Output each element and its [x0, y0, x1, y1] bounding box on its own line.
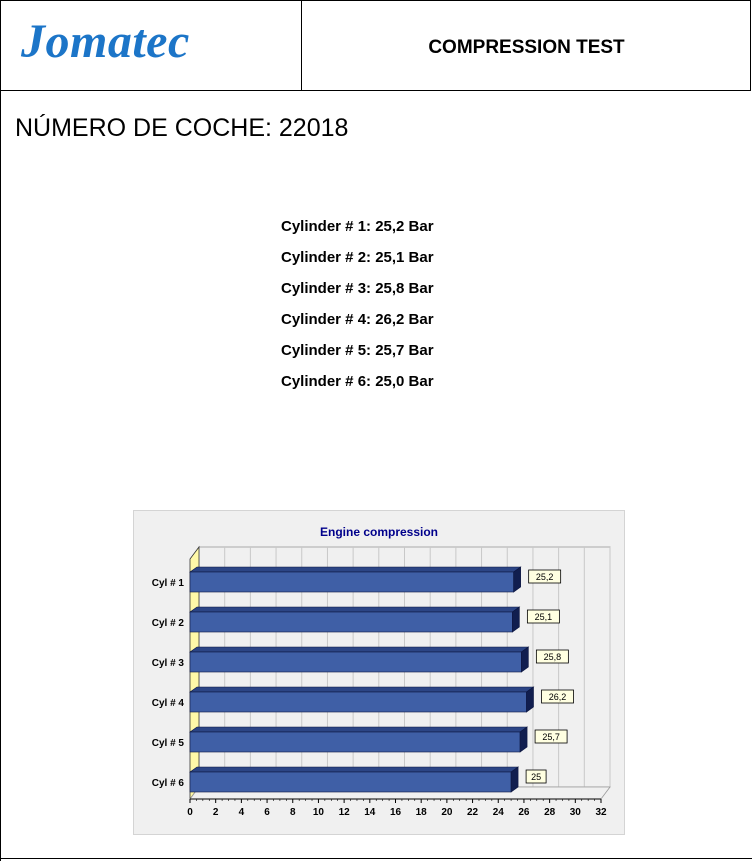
x-tick-label-20: 20	[441, 807, 453, 818]
bar-6	[190, 767, 518, 792]
bar-top-face	[190, 687, 534, 692]
bar-3	[190, 647, 528, 672]
bar-top-face	[190, 607, 519, 612]
report-header	[0, 0, 751, 91]
bar-front-face	[190, 732, 520, 752]
x-tick-label-30: 30	[569, 807, 581, 818]
x-tick-label-4: 4	[238, 807, 245, 818]
x-tick-label-14: 14	[364, 807, 376, 818]
chart-svg	[134, 511, 624, 834]
x-tick-label-32: 32	[595, 807, 607, 818]
x-tick-label-0: 0	[187, 807, 193, 818]
bar-1	[190, 567, 521, 592]
bar-front-face	[190, 692, 527, 712]
x-tick-label-8: 8	[289, 807, 296, 818]
cylinder-result-4: Cylinder # 4: 26,2 Bar	[281, 311, 434, 328]
x-tick-label-2: 2	[212, 807, 219, 818]
category-label-1: Cyl # 1	[151, 578, 184, 589]
category-label-5: Cyl # 5	[151, 738, 184, 749]
logo-cell	[1, 1, 302, 90]
cylinder-result-2: Cylinder # 2: 25,1 Bar	[281, 249, 434, 266]
cylinder-result-1: Cylinder # 1: 25,2 Bar	[281, 218, 434, 235]
bar-front-face	[190, 652, 521, 672]
bar-front-face	[190, 612, 512, 632]
x-tick-label-28: 28	[544, 807, 556, 818]
data-label-4: 26,2	[548, 692, 567, 702]
category-label-2: Cyl # 2	[151, 618, 184, 629]
x-tick-label-12: 12	[338, 807, 350, 818]
data-label-3: 25,8	[543, 652, 562, 662]
cylinder-result-3: Cylinder # 3: 25,8 Bar	[281, 280, 434, 297]
company-logo: Jomatec	[21, 15, 190, 68]
bar-top-face	[190, 727, 527, 732]
category-label-6: Cyl # 6	[151, 778, 184, 789]
category-label-3: Cyl # 3	[151, 658, 184, 669]
bar-top-face	[190, 767, 518, 772]
title-cell	[302, 1, 751, 90]
bar-5	[190, 727, 527, 752]
bar-4	[190, 687, 534, 712]
x-tick-label-10: 10	[312, 807, 324, 818]
category-label-4: Cyl # 4	[151, 698, 184, 709]
data-label-1: 25,2	[535, 572, 554, 582]
x-tick-label-26: 26	[518, 807, 530, 818]
x-tick-label-16: 16	[389, 807, 402, 818]
x-tick-label-22: 22	[467, 807, 479, 818]
car-number: NÚMERO DE COCHE: 22018	[15, 114, 349, 142]
page-bottom-border	[0, 858, 752, 859]
x-tick-label-24: 24	[492, 807, 504, 818]
data-label-6: 25	[531, 772, 542, 782]
engine-compression-chart	[133, 510, 625, 835]
x-tick-label-18: 18	[415, 807, 427, 818]
cylinder-result-6: Cylinder # 6: 25,0 Bar	[281, 373, 434, 390]
bar-2	[190, 607, 519, 632]
bar-front-face	[190, 572, 514, 592]
report-title: COMPRESSION TEST	[428, 37, 625, 58]
cylinder-results	[281, 217, 434, 403]
bar-top-face	[190, 647, 528, 652]
cylinder-result-5: Cylinder # 5: 25,7 Bar	[281, 342, 434, 359]
x-tick-label-6: 6	[264, 807, 270, 818]
bar-front-face	[190, 772, 511, 792]
data-label-5: 25,7	[542, 732, 560, 742]
bar-top-face	[190, 567, 521, 572]
data-label-2: 25,1	[534, 612, 553, 622]
chart-title: Engine compression	[319, 525, 439, 539]
page-left-border	[0, 91, 1, 861]
